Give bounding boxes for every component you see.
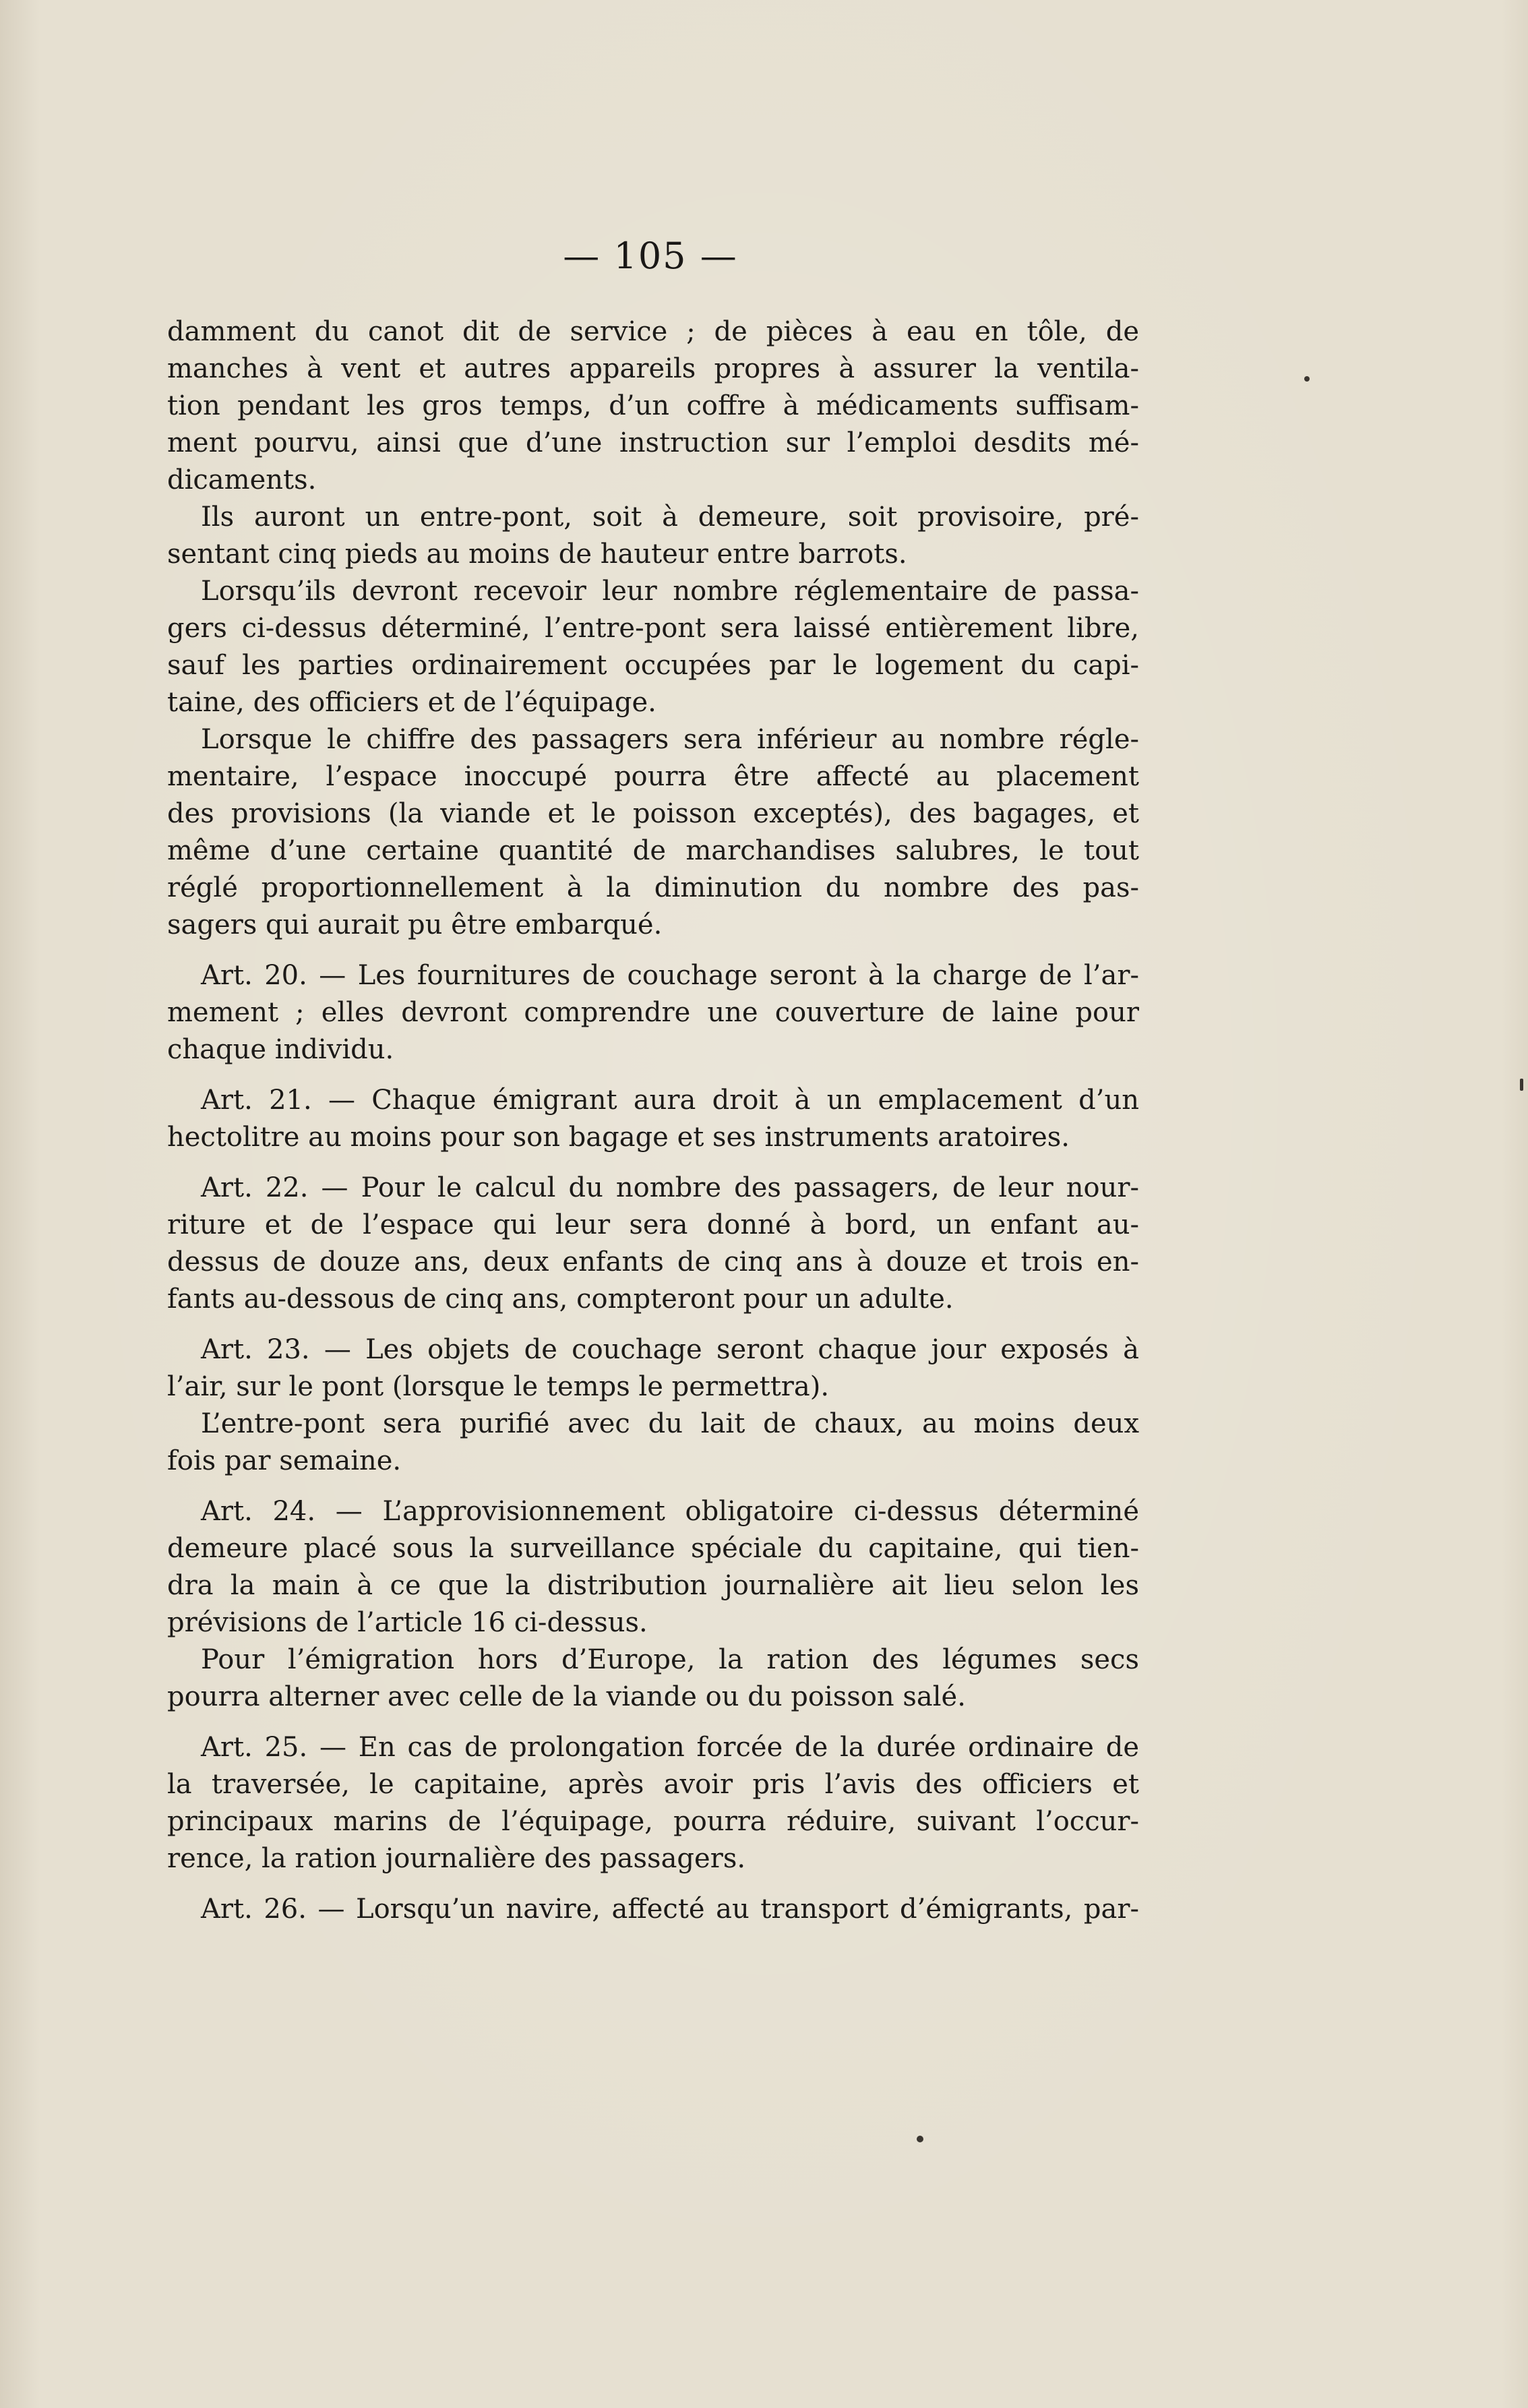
paragraph-gap (167, 1156, 1139, 1170)
text-line: Art. 24. — L’approvisionnement obligatoire ci-dessus déterminé (201, 1496, 1139, 1527)
text-line: Art. 23. — Les objets de couchage seront chaque jour exposés à (201, 1334, 1139, 1365)
text-line: ment pourvu, ainsi que d’une instruction sur l’emploi desdits mé- (167, 427, 1139, 458)
page-number: — 105 — (563, 235, 738, 277)
text-line: damment du canot dit de service ; de pièces à eau en tôle, de (167, 316, 1139, 347)
paper-speck (1520, 1079, 1523, 1091)
article-21 (167, 1082, 1139, 1156)
article-23 (167, 1331, 1139, 1406)
text-line: rence, la ration journalière des passagers. (167, 1843, 746, 1874)
paragraph-gap (167, 1877, 1139, 1891)
text-line: manches à vent et autres appareils propres à assurer la ventila- (167, 353, 1139, 384)
text-line: fants au-dessous de cinq ans, compteront pour un adulte. (167, 1284, 954, 1315)
text-line: sentant cinq pieds au moins de hauteur entre barrots. (167, 539, 907, 570)
text-line: Lorsque le chiffre des passagers sera inférieur au nombre régle- (201, 724, 1139, 755)
text-line: Art. 20. — Les fournitures de couchage seront à la charge de l’ar- (201, 960, 1139, 991)
text-line: principaux marins de l’équipage, pourra réduire, suivant l’occur- (167, 1806, 1139, 1837)
text-line: Pour l’émigration hors d’Europe, la ration des légumes secs (201, 1644, 1139, 1675)
paragraph-gap (167, 944, 1139, 957)
article-25 (167, 1729, 1139, 1877)
article-26 (167, 1891, 1139, 1928)
text-line: riture et de l’espace qui leur sera donné à bord, un enfant au- (167, 1209, 1139, 1240)
text-line: prévisions de l’article 16 ci-dessus. (167, 1607, 648, 1638)
text-line: des provisions (la viande et le poisson exceptés), des bagages, et (167, 798, 1139, 829)
text-line: Lorsqu’ils devront recevoir leur nombre réglementaire de passa- (201, 576, 1139, 607)
text-line: l’air, sur le pont (lorsque le temps le permettra). (167, 1371, 830, 1402)
text-line: Art. 22. — Pour le calcul du nombre des passagers, de leur nour- (201, 1172, 1139, 1203)
article-22 (167, 1170, 1139, 1318)
paragraph (167, 721, 1139, 944)
text-line: taine, des officiers et de l’équipage. (167, 687, 656, 718)
text-line: réglé proportionnellement à la diminution du nombre des pas- (167, 872, 1139, 903)
paragraph-gap (167, 1318, 1139, 1331)
text-line: gers ci-dessus déterminé, l’entre-pont sera laissé entièrement libre, (167, 613, 1139, 644)
text-line: Art. 21. — Chaque émigrant aura droit à un emplacement d’un (201, 1085, 1139, 1116)
paragraph (167, 499, 1139, 573)
text-line: dra la main à ce que la distribution journalière ait lieu selon les (167, 1570, 1139, 1601)
text-line: Art. 25. — En cas de prolongation forcée de la durée ordinaire de (201, 1732, 1139, 1763)
text-line: dessus de douze ans, deux enfants de cinq ans à douze et trois en- (167, 1246, 1139, 1277)
text-line: L’entre-pont sera purifié avec du lait de chaux, au moins deux (201, 1408, 1139, 1439)
paragraph (167, 573, 1139, 721)
text-line: Ils auront un entre-pont, soit à demeure, soit provisoire, pré- (201, 502, 1139, 533)
text-line: sagers qui aurait pu être embarqué. (167, 909, 663, 940)
text-line: sauf les parties ordinairement occupées par le logement du capi- (167, 650, 1139, 681)
paragraph-gap (167, 1480, 1139, 1493)
text-line: mement ; elles devront comprendre une couverture de laine pour (167, 997, 1139, 1028)
paragraph-gap (167, 1716, 1139, 1729)
text-line: demeure placé sous la surveillance spéciale du capitaine, qui tien- (167, 1533, 1139, 1564)
article-24 (167, 1493, 1139, 1642)
text-line: la traversée, le capitaine, après avoir pris l’avis des officiers et (167, 1769, 1139, 1800)
text-line: pourra alterner avec celle de la viande ou du poisson salé. (167, 1681, 966, 1712)
text-line: mentaire, l’espace inoccupé pourra être affecté au placement (167, 761, 1139, 792)
paper-speck (917, 2136, 923, 2142)
article-20 (167, 957, 1139, 1068)
text-line: tion pendant les gros temps, d’un coffre à médicaments suffisam- (167, 390, 1139, 421)
paper-speck (1304, 376, 1310, 382)
text-line: Art. 26. — Lorsqu’un navire, affecté au transport d’émigrants, par- (201, 1894, 1139, 1925)
paragraph (167, 313, 1139, 499)
paragraph-gap (167, 1068, 1139, 1082)
text-line: chaque individu. (167, 1034, 394, 1065)
text-line: même d’une certaine quantité de marchandises salubres, le tout (167, 835, 1139, 866)
body-text (167, 313, 1139, 1928)
text-line: fois par semaine. (167, 1445, 402, 1476)
paragraph (167, 1406, 1139, 1480)
paragraph (167, 1642, 1139, 1716)
text-line: dicaments. (167, 464, 317, 495)
text-line: hectolitre au moins pour son bagage et ses instruments aratoires. (167, 1122, 1070, 1153)
